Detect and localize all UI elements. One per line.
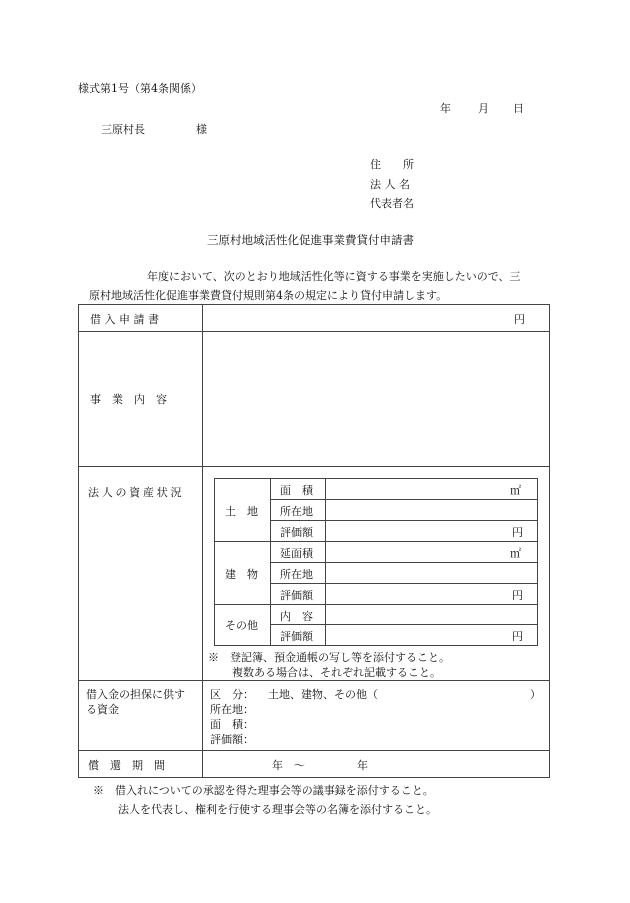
date-day: 日 bbox=[513, 102, 524, 115]
collateral-category-options: 土地、建物、その他（ bbox=[268, 688, 378, 701]
assets-note-2: 複数ある場合は、それぞれ記載すること。 bbox=[232, 666, 441, 679]
applicant-representative-label: 代表者名 bbox=[370, 197, 414, 210]
collateral-value-label: 評価額： bbox=[210, 733, 254, 746]
other-label: その他 bbox=[225, 619, 258, 632]
applicant-address-label: 住 所 bbox=[370, 158, 414, 171]
collateral-location-label: 所在地： bbox=[210, 703, 254, 716]
addressee-honorific: 様 bbox=[196, 123, 207, 136]
building-value-unit: 円 bbox=[512, 589, 523, 602]
collateral-label-line-1: 借入金の担保に供す bbox=[86, 688, 185, 701]
land-value-label: 評価額 bbox=[280, 526, 313, 539]
business-content-field[interactable] bbox=[205, 335, 545, 463]
collateral-area-label: 面 積： bbox=[210, 718, 254, 731]
business-content-label: 事 業 内 容 bbox=[90, 393, 167, 406]
loan-amount-unit: 円 bbox=[514, 313, 525, 326]
other-content-label: 内 容 bbox=[280, 610, 313, 623]
collateral-label-line-2: る資金 bbox=[86, 703, 119, 716]
assets-label: 法人の資産状況 bbox=[88, 486, 185, 499]
building-area-unit: ㎡ bbox=[510, 547, 521, 560]
date-month: 月 bbox=[478, 102, 489, 115]
other-value-label: 評価額 bbox=[280, 630, 313, 643]
building-location-label: 所在地 bbox=[280, 568, 313, 581]
land-label: 土 地 bbox=[225, 505, 258, 518]
building-value-label: 評価額 bbox=[280, 589, 313, 602]
repayment-from: 年 ～ bbox=[272, 759, 305, 772]
land-area-unit: ㎡ bbox=[510, 484, 521, 497]
assets-note-1: ※ 登記簿、預金通帳の写し等を添付すること。 bbox=[208, 651, 450, 664]
land-area-label: 面 積 bbox=[280, 484, 313, 497]
form-number: 様式第1号（第4条関係） bbox=[78, 82, 202, 95]
repayment-period-label: 償 還 期 間 bbox=[88, 759, 165, 772]
document-title: 三原村地域活性化促進事業費貸付申請書 bbox=[207, 233, 414, 247]
applicant-corp-name-label: 法 人 名 bbox=[370, 178, 410, 191]
other-value-unit: 円 bbox=[512, 630, 523, 643]
footnote-2: 法人を代表し、権利を行使する理事会等の名簿を添付すること。 bbox=[118, 803, 437, 816]
loan-amount-label: 借 入 申 請 書 bbox=[90, 313, 159, 326]
intro-line-1: 年度において、次のとおり地域活性化等に資する事業を実施したいので、三 bbox=[147, 270, 521, 283]
footnote-1: ※ 借入れについての承認を得た理事会等の議事録を添付すること。 bbox=[93, 784, 434, 797]
building-area-label: 延面積 bbox=[280, 547, 313, 560]
date-year: 年 bbox=[440, 102, 451, 115]
land-location-label: 所在地 bbox=[280, 505, 313, 518]
collateral-category-close: ） bbox=[530, 688, 541, 701]
addressee-name: 三原村長 bbox=[101, 123, 145, 136]
repayment-to: 年 bbox=[357, 759, 368, 772]
collateral-category-label: 区 分： bbox=[210, 688, 254, 701]
land-value-unit: 円 bbox=[512, 526, 523, 539]
intro-line-2: 原村地域活性化促進事業費貸付規則第4条の規定により貸付申請します。 bbox=[89, 289, 448, 302]
building-label: 建 物 bbox=[225, 568, 258, 581]
